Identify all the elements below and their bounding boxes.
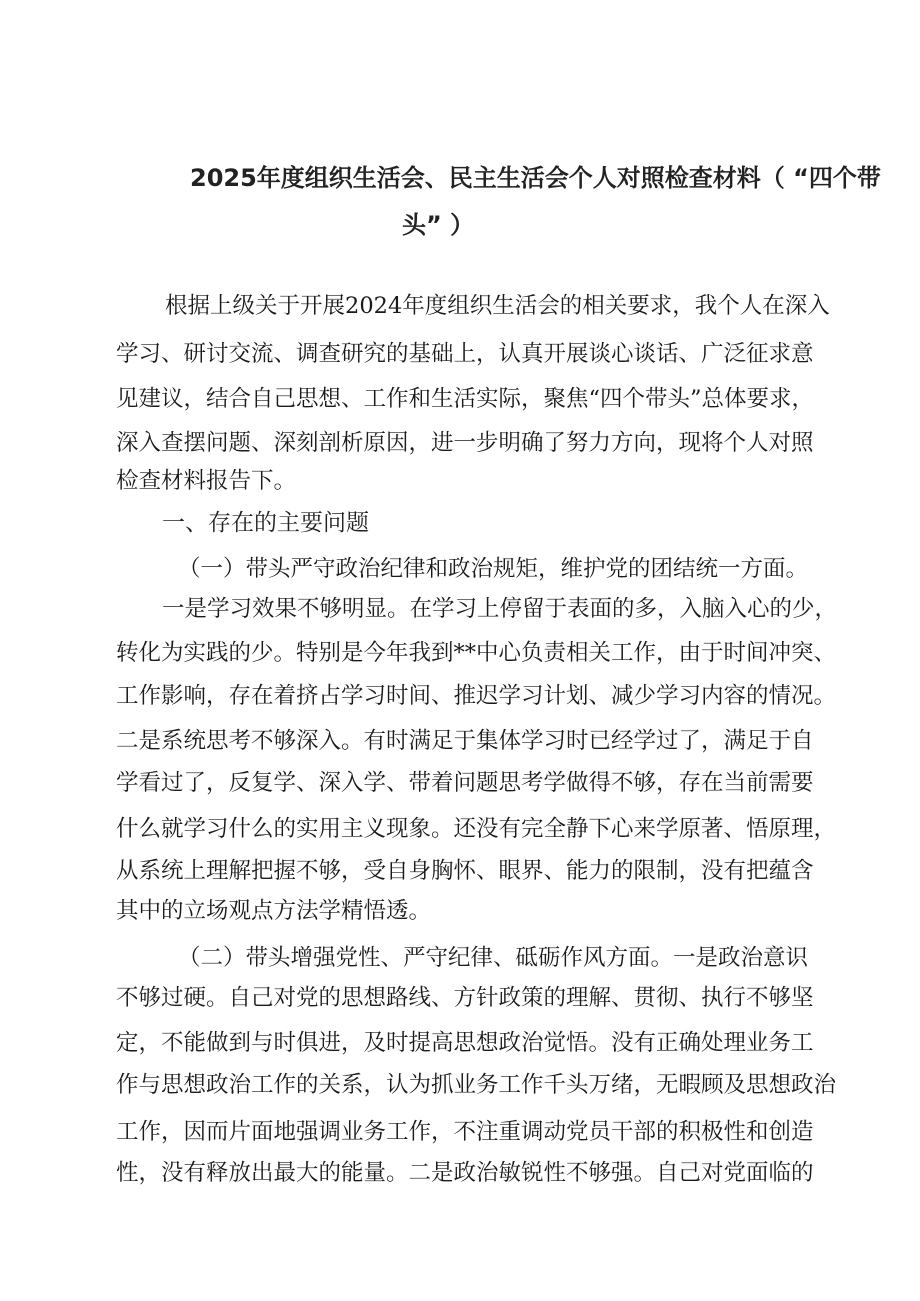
paragraph-line: 转化为实践的少。特别是今年我到**中心负责相关工作，由于时间冲突、 [116, 640, 837, 666]
paragraph-line: 二是系统思考不够深入。有时满足于集体学习时已经学过了，满足于自 [116, 728, 814, 754]
document-title-line-2: 头” ） [402, 211, 475, 239]
paragraph-line: 工作影响，存在着挤占学习时间、推迟学习计划、减少学习内容的情况。 [116, 683, 837, 709]
paragraph-line: 性，没有释放出最大的能量。二是政治敏锐性不够强。自己对党面临的 [116, 1160, 814, 1186]
paragraph-line: 什么就学习什么的实用主义现象。还没有完全静下心来学原著、悟原理， [116, 816, 837, 842]
paragraph-line: 从系统上理解把握不够，受自身胸怀、眼界、能力的限制，没有把蕴含 [116, 858, 814, 884]
section-heading: 一、存在的主要问题 [162, 510, 369, 536]
paragraph-line: 根据上级关于开展2024年度组织生活会的相关要求，我个人在深入 [165, 293, 830, 319]
paragraph-line: 深入查摆问题、深刻剖析原因，进一步明确了努力方向，现将个人对照 [116, 430, 814, 456]
paragraph-line: 学看过了，反复学、深入学、带着问题思考学做得不够，存在当前需要 [116, 770, 814, 796]
paragraph-line: 不够过硬。自己对党的思想路线、方针政策的理解、贯彻、执行不够坚 [116, 985, 814, 1011]
paragraph-line: 作与思想政治工作的关系，认为抓业务工作千头万绪，无暇顾及思想政治 [116, 1072, 837, 1098]
subsection-heading: （一）带头严守政治纪律和政治规矩，维护党的团结统一方面。 [178, 556, 809, 582]
subsection-heading: （二）带头增强党性、严守纪律、砥砺作风方面。一是政治意识 [178, 945, 809, 971]
paragraph-line: 定，不能做到与时俱进，及时提高思想政治觉悟。没有正确处理业务工 [116, 1030, 814, 1056]
paragraph-line: 一是学习效果不够明显。在学习上停留于表面的多，入脑入心的少， [162, 596, 838, 622]
paragraph-line: 学习、研讨交流、调查研究的基础上，认真开展谈心谈话、广泛征求意 [116, 341, 814, 367]
document-title-line-1: 2025年度组织生活会、民主生活会个人对照检查材料（ “四个带 [190, 164, 881, 192]
paragraph-line: 见建议，结合自己思想、工作和生活实际，聚焦“四个带头”总体要求， [116, 386, 815, 412]
paragraph-line: 检查材料报告下。 [116, 468, 297, 494]
paragraph-line: 工作，因而片面地强调业务工作，不注重调动党员干部的积极性和创造 [116, 1119, 814, 1145]
paragraph-line: 其中的立场观点方法学精悟透。 [116, 898, 432, 924]
